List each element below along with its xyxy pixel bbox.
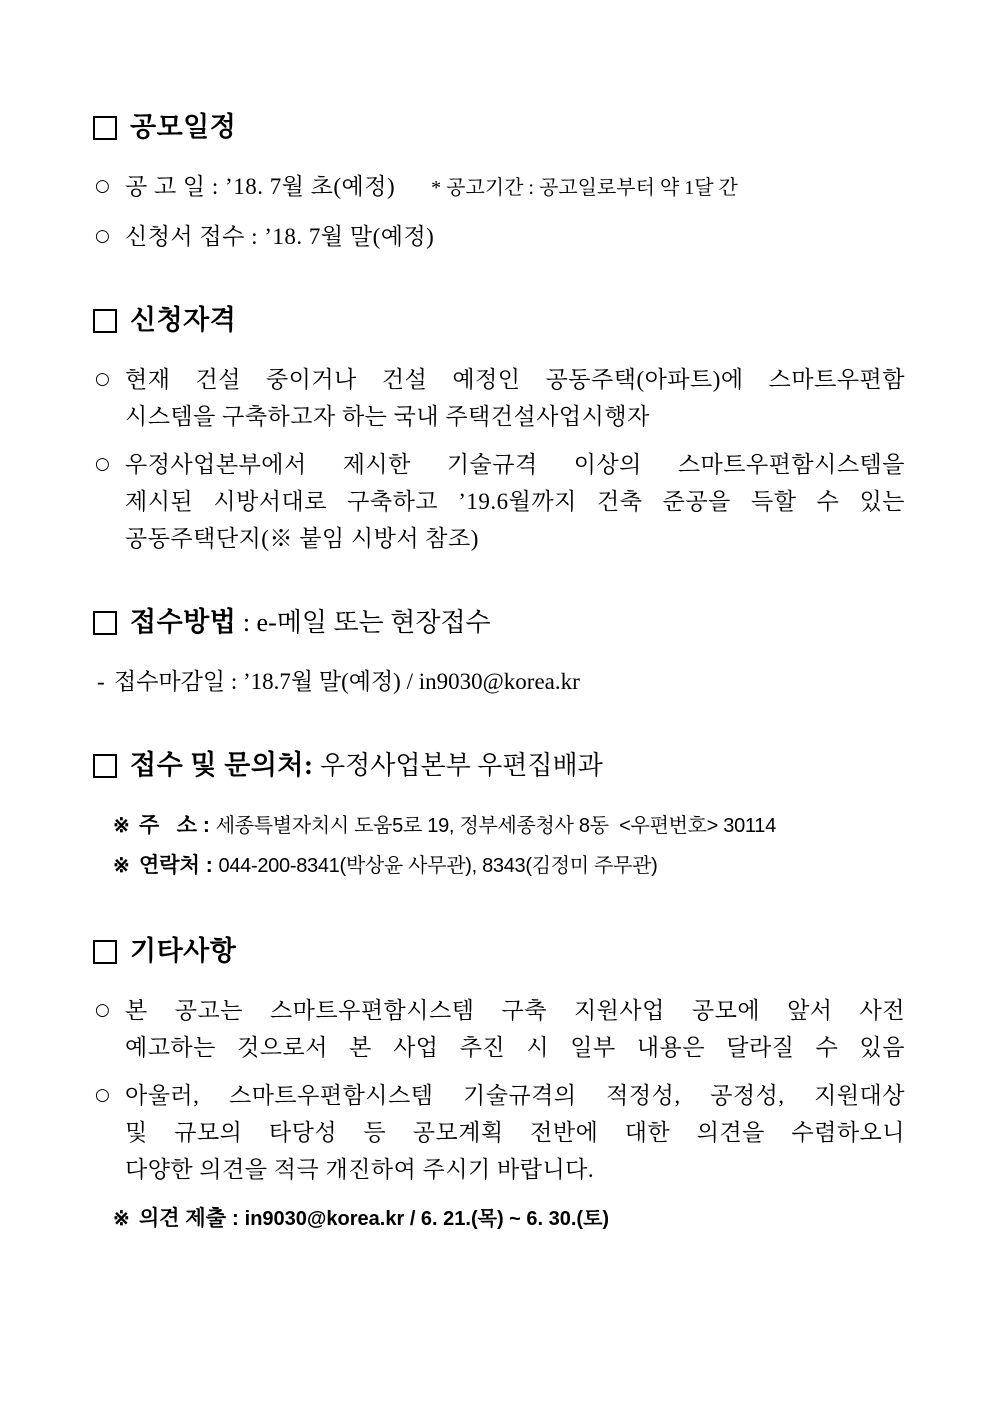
section-announcement-schedule [93, 112, 905, 255]
section-title: 접수방법 : e-메일 또는 현장접수 [130, 607, 491, 637]
bullet-line: 예고하는 것으로서 본 사업 추진 시 일부 내용은 달라질 수 있음 [125, 1035, 905, 1060]
section-heading-row [93, 936, 905, 967]
section-heading-row [93, 112, 905, 143]
reference-label: 연락처 [139, 854, 200, 877]
reference-separator: : [197, 814, 216, 837]
bullet-line: 우정사업본부에서 제시한 기술규격 이상의 스마트우편함시스템을 [125, 452, 905, 477]
bullet-item [95, 1077, 905, 1188]
circle-bullet-icon: ○ [95, 1085, 110, 1105]
section-misc [93, 936, 905, 1239]
bullet-item [95, 446, 905, 557]
reference-line-feedback [113, 1199, 905, 1239]
phone-value: 044-200-8341(박상윤 사무관), 8343(김정미 주무관) [218, 855, 658, 877]
bullet-line: 아울러, 스마트우편함시스템 기술규격의 적정성, 공정성, 지원대상 [125, 1083, 905, 1108]
reference-line-address [113, 806, 905, 846]
bullet-line: 현재 건설 중이거나 건설 예정인 공동주택(아파트)에 스마트우편함 [125, 367, 905, 392]
bullet-line [125, 168, 905, 207]
bullet-line: 신청서 접수 : ’18. 7월 말(예정) [125, 224, 435, 249]
reference-label: 주 소 [139, 814, 198, 837]
bullet-text [125, 1077, 905, 1188]
bullet-item [95, 361, 905, 435]
square-bullet-icon [93, 611, 117, 635]
announcement-date-text: 공 고 일 : ’18. 7월 초(예정) [125, 174, 396, 199]
dash-icon: - [97, 669, 105, 694]
circle-bullet-icon: ○ [95, 226, 110, 246]
section-title: 기타사항 [130, 936, 237, 966]
bullet-item [95, 218, 905, 255]
sub-item [97, 663, 905, 700]
address-value: 세종특별자치시 도움5로 19, 정부세종청사 8동 <우편번호> 30114 [215, 815, 776, 837]
bullet-text [125, 218, 905, 255]
reference-separator: : [225, 1207, 245, 1230]
bullet-line: 및 규모의 타당성 등 공모계획 전반에 대한 의견을 수렴하오니 [125, 1120, 905, 1145]
section-title: 신청자격 [130, 305, 237, 335]
bullet-line: 시스템을 구축하고자 하는 국내 주택건설사업시행자 [125, 404, 650, 429]
reference-line-contact [113, 846, 905, 886]
bullet-line: 본 공고는 스마트우편함시스템 구축 지원사업 공모에 앞서 사전 [125, 998, 905, 1023]
section-heading-row [93, 750, 905, 781]
bullet-line: 공동주택단지(※ 붙임 시방서 참조) [125, 526, 479, 551]
bullet-line: 다양한 의견을 적극 개진하여 주시기 바랍니다. [125, 1157, 595, 1182]
reference-mark-icon: ※ [113, 1208, 130, 1230]
section-heading-row [93, 305, 905, 336]
deadline-text: 접수마감일 : ’18.7월 말(예정) / in9030@korea.kr [114, 669, 580, 694]
bullet-item [95, 992, 905, 1066]
circle-bullet-icon: ○ [95, 454, 110, 474]
bullet-text [125, 168, 905, 207]
square-bullet-icon [93, 940, 117, 964]
bullet-item [95, 168, 905, 207]
section-title-suffix: : e-메일 또는 현장접수 [236, 608, 491, 637]
reference-mark-icon: ※ [113, 855, 130, 877]
reference-separator: : [199, 854, 219, 877]
square-bullet-icon [93, 754, 117, 778]
reference-mark-icon: ※ [113, 815, 130, 837]
section-title-suffix: 우정사업본부 우편집배과 [313, 751, 603, 780]
bullet-line: 제시된 시방서대로 구축하고 ’19.6월까지 건축 준공을 득할 수 있는 [125, 489, 905, 514]
bullet-text [125, 992, 905, 1066]
bullet-text [125, 361, 905, 435]
circle-bullet-icon: ○ [95, 176, 110, 196]
feedback-submission-value: in9030@korea.kr / 6. 21.(목) ~ 6. 30.(토) [244, 1208, 610, 1230]
bullet-text [125, 446, 905, 557]
section-contact [93, 750, 905, 886]
reference-label: 의견 제출 [139, 1207, 226, 1230]
section-eligibility [93, 305, 905, 557]
circle-bullet-icon: ○ [95, 1000, 110, 1020]
section-heading-row [93, 607, 905, 638]
announcement-period-note: * 공고기간 : 공고일로부터 약 1달 간 [431, 177, 738, 199]
square-bullet-icon [93, 116, 117, 140]
section-title: 공모일정 [130, 112, 237, 142]
section-title: 접수 및 문의처: 우정사업본부 우편집배과 [130, 750, 603, 780]
circle-bullet-icon: ○ [95, 369, 110, 389]
square-bullet-icon [93, 309, 117, 333]
section-submission-method [93, 607, 905, 700]
